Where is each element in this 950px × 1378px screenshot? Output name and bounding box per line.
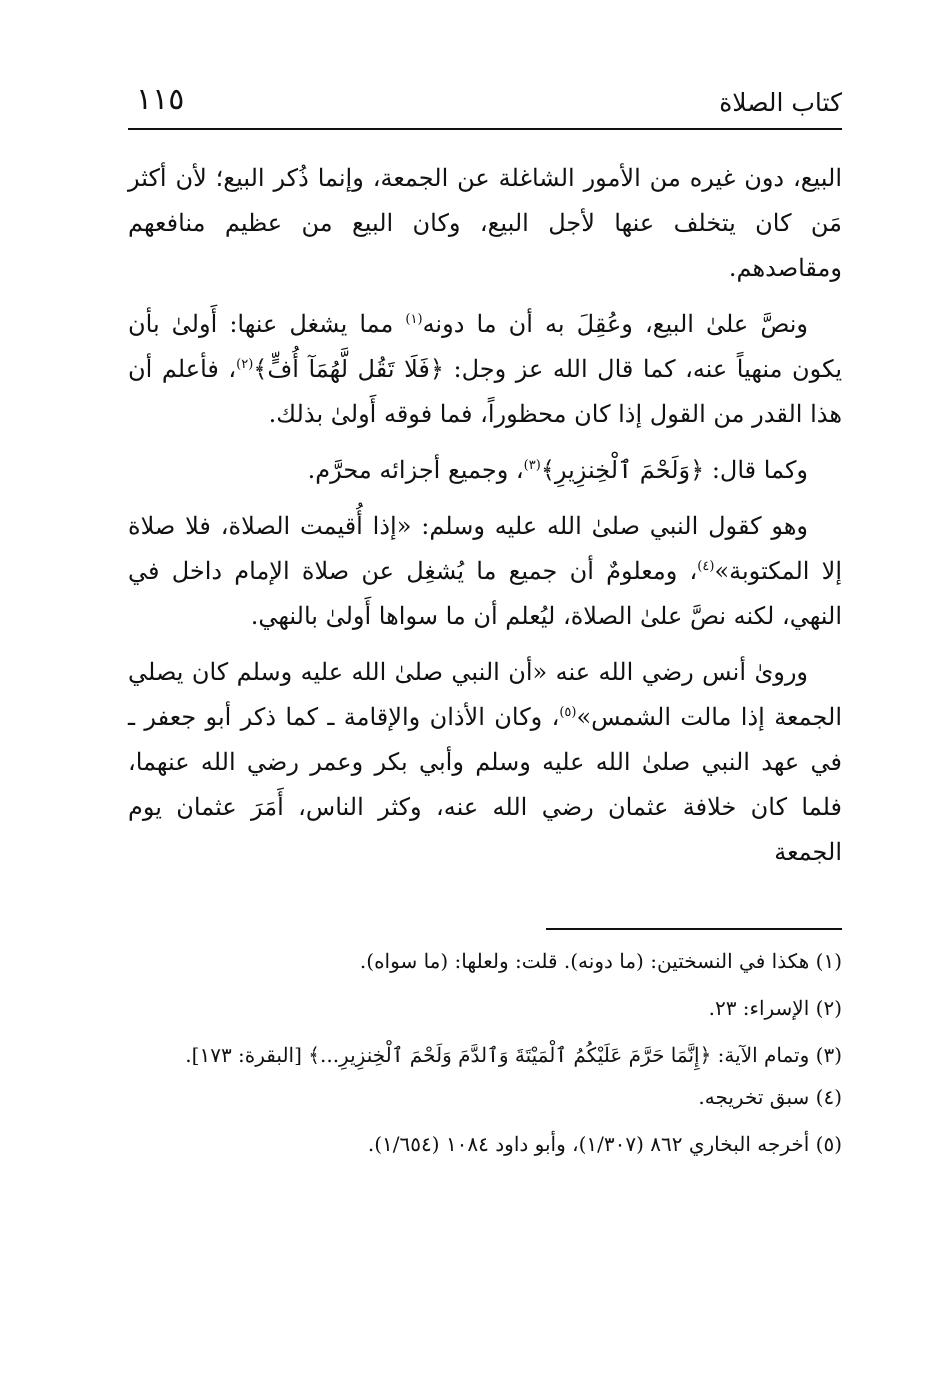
footnote-ref: (١): [405, 312, 423, 327]
paragraph-text: وروىٰ أنس رضي الله عنه «أن النبي صلىٰ الله عليه وسلم كان يصلي الجمعة إذا مالت الشمس»: [128, 658, 842, 731]
footnote: (٤) سبق تخريجه.: [698, 1085, 842, 1109]
paragraph: [128, 504, 842, 639]
footnote: (٢) الإسراء: ٢٣.: [708, 996, 842, 1020]
footnote-separator: [546, 928, 842, 930]
footnote-ref: (٤): [697, 559, 715, 574]
paragraph-text: ، ومعلومٌ أن جميع ما يُشغِل عن صلاة الإمام داخل في النهي، لكنه نصَّ علىٰ الصلاة، ليُعلم أن ما سواها أَولىٰ بالنهي.: [128, 557, 842, 630]
paragraph-text: البيع، دون غيره من الأمور الشاغلة عن الجمعة، وإنما ذُكر البيع؛ لأن أكثر مَن كان يتخلف عنها لأجل البيع، وكان البيع من عظيم منافعهم ومقاصدهم.: [128, 164, 842, 282]
paragraph-text: مما يشغل عنها: أَولىٰ بأن يكون منهياً عنه، كما قال الله عز وجل:: [128, 310, 842, 383]
main-text: [128, 156, 842, 886]
footnote: (٥) أخرجه البخاري ٨٦٢ (١/٣٠٧)، وأبو داود ١٠٨٤ (١/٦٥٤).: [367, 1132, 842, 1156]
paragraph: [128, 156, 842, 291]
footnote-ref: (٥): [559, 705, 577, 720]
paragraph: [128, 650, 842, 875]
footnote-ref: (٣): [523, 458, 541, 473]
paragraph-text: وهو كقول النبي صلىٰ الله عليه وسلم: «إذا أُقيمت الصلاة، فلا صلاة إلا المكتوبة»: [128, 512, 842, 585]
chapter-title: كتاب الصلاة: [719, 88, 842, 117]
paragraph-text: ، وجميع أجزائه محرَّم.: [307, 456, 524, 484]
page-number: ١١٥: [136, 82, 185, 117]
paragraph-text: ، وكان الأذان والإقامة ـ كما ذكر أبو جعفر ـ في عهد النبي صلىٰ الله عليه وسلم وأبي بكر وعمر رضي الله عنهما، فلما كان خلافة عثمان رضي الله عنه، وكثر الناس، أَمَرَ عثمان يوم الجمعة: [128, 703, 842, 866]
quran-quote: ﴿فَلَا تَقُل لَّهُمَآ أُفٍّ﴾: [253, 355, 444, 383]
page-header: [128, 80, 842, 130]
paragraph-text: ونصَّ علىٰ البيع، وعُقِلَ به أن ما دونه: [422, 310, 808, 338]
paragraph-text: وكما قال:: [704, 456, 808, 484]
paragraph: [128, 448, 842, 493]
footnote: (٣) وتمام الآية: ﴿إِنَّمَا حَرَّمَ عَلَيْكُمُ ٱلْمَيْتَةَ وَٱلدَّمَ وَلَحْمَ ٱلْخِنزِيرِ...﴾ [البقرة: ١٧٣].: [185, 1043, 842, 1067]
footnote-ref: (٢): [236, 357, 254, 372]
quran-quote: ﴿وَلَحْمَ ٱلْخِنزِيرِ﴾: [540, 456, 705, 484]
footnote: (١) هكذا في النسختين: (ما دونه). قلت: ولعلها: (ما سواه).: [359, 949, 842, 973]
paragraph: [128, 302, 842, 437]
paragraph-text: ، فأعلم أن هذا القدر من القول إذا كان محظوراً، فما فوقه أَولىٰ بذلك.: [128, 355, 842, 428]
footnotes: [128, 944, 842, 1174]
